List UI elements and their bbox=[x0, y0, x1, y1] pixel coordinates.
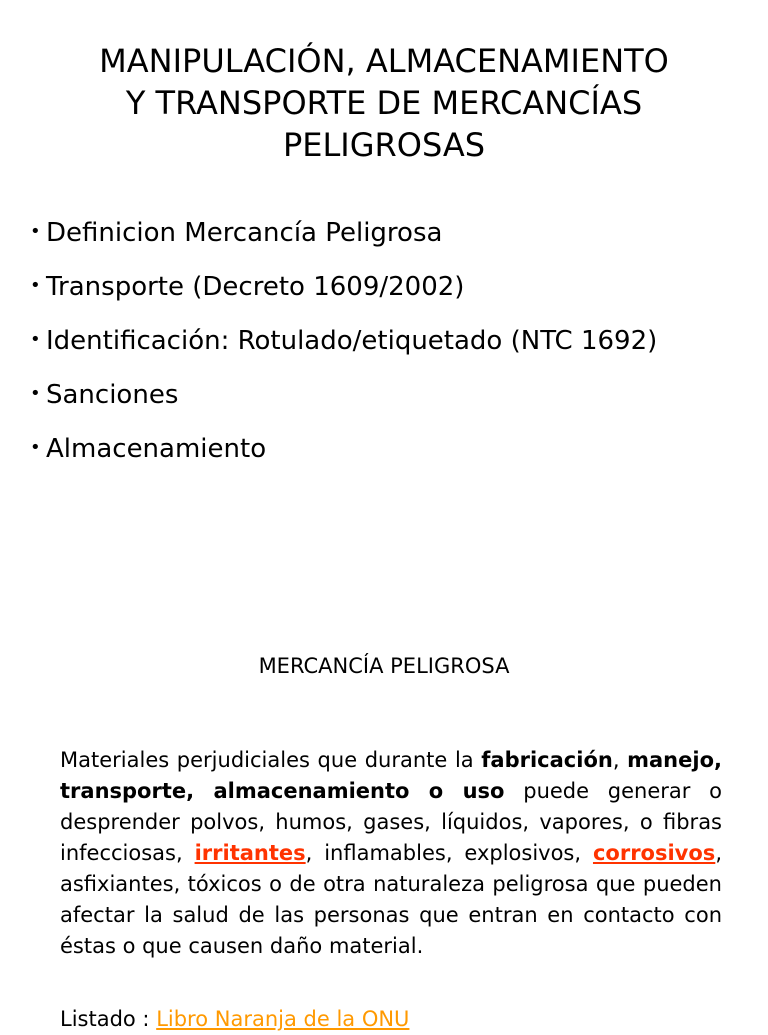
list-item bbox=[30, 313, 760, 367]
para-text-5: , asfixiantes, tóxicos o de otra naturaleza peligrosa que pueden afectar la salud de las personas que entran en contacto con éstas o que causen daño material. bbox=[60, 841, 722, 958]
bullet-icon: • bbox=[30, 437, 41, 458]
libro-naranja-link[interactable]: Libro Naranja de la ONU bbox=[156, 1007, 410, 1031]
para-text-2: , bbox=[612, 748, 628, 772]
list-item-label: Identificación: Rotulado/etiquetado (NTC 1692) bbox=[46, 326, 658, 356]
para-bold-fabricacion: fabricación bbox=[481, 748, 613, 772]
section-title: MERCANCÍA PELIGROSA bbox=[258, 654, 510, 678]
listado-line bbox=[60, 1004, 722, 1035]
para-text-4: , inflamables, explosivos, bbox=[305, 841, 593, 865]
list-item bbox=[30, 367, 760, 421]
list-item-label: Definicion Mercancía Peligrosa bbox=[46, 218, 443, 248]
para-bold-uses: manejo, transporte, almacenamiento o uso bbox=[60, 748, 722, 803]
bullet-icon: • bbox=[30, 221, 41, 242]
para-text-3: puede generar o desprender polvos, humos, gases, líquidos, vapores, o fibras infecciosas, bbox=[60, 779, 722, 865]
irritantes-link[interactable]: irritantes bbox=[194, 841, 306, 865]
list-item-label: Transporte (Decreto 1609/2002) bbox=[46, 272, 465, 302]
list-item bbox=[30, 205, 760, 259]
list-item bbox=[30, 421, 760, 475]
title-line-3: PELIGROSAS bbox=[282, 126, 486, 164]
bullet-icon: • bbox=[30, 329, 41, 350]
topic-list bbox=[30, 205, 760, 475]
page-title bbox=[20, 40, 748, 166]
title-line-2: Y TRANSPORTE DE MERCANCÍAS bbox=[125, 84, 643, 122]
slide-definition bbox=[0, 600, 768, 1031]
list-item bbox=[30, 259, 760, 313]
listado-label: Listado : bbox=[60, 1007, 157, 1031]
title-line-1: MANIPULACIÓN, ALMACENAMIENTO bbox=[99, 42, 669, 80]
corrosivos-link[interactable]: corrosivos bbox=[592, 841, 716, 865]
para-text-1: Materiales perjudiciales que durante la bbox=[60, 748, 482, 772]
bullet-icon: • bbox=[30, 383, 41, 404]
bullet-icon: • bbox=[30, 275, 41, 296]
list-item-label: Sanciones bbox=[46, 380, 179, 410]
definition-paragraph bbox=[60, 745, 722, 962]
list-item-label: Almacenamiento bbox=[46, 434, 267, 464]
